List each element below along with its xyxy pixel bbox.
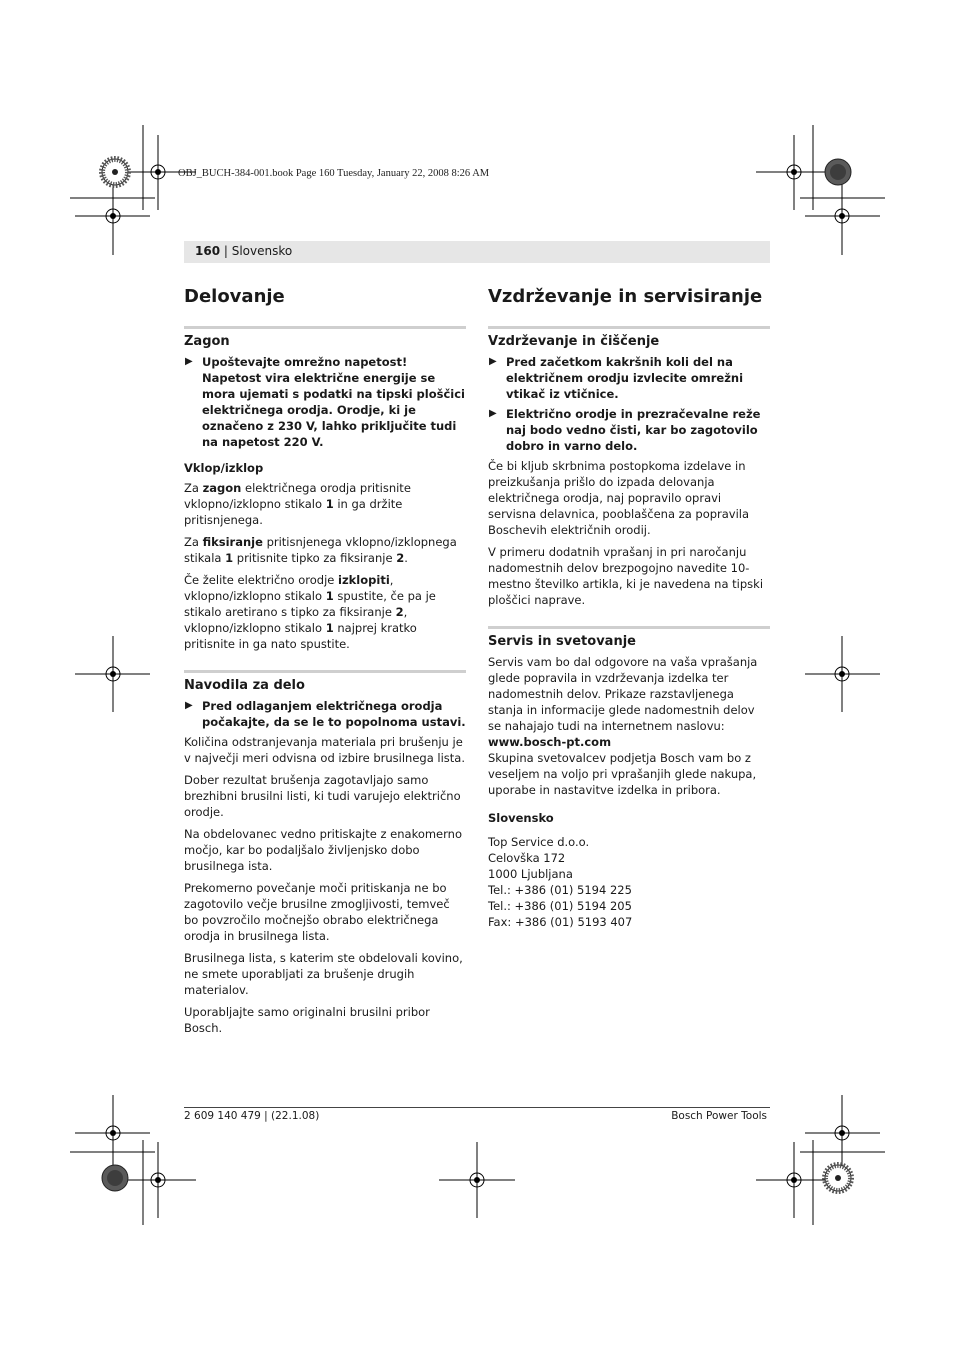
bullet-text: Upoštevajte omrežno napetost! Napetost vira električne energije se mora ujemati s podatki na tipski ploščici električnega orodja. Orodje, ki je označeno z 230 V, lahko priključite tudi na napetost 220 V. (202, 355, 465, 449)
paragraph: Za fiksiranje pritisnjenega vklopno/izklopnega stikala 1 pritisnite tipko za fiksiranje 2. (184, 535, 457, 565)
bullet-vtikac (488, 354, 770, 402)
triangle-right-icon: ▶ (185, 356, 193, 367)
bullet-text: Pred odlaganjem električnega orodja počakajte, da se le to popolnoma ustavi. (202, 699, 466, 729)
paragraph: Za zagon električnega orodja pritisnite vklopno/izklopno stikalo 1 in ga držite pritisnjenega. (184, 481, 411, 527)
right-column (488, 286, 770, 930)
heading-country: Slovensko (488, 811, 554, 825)
paragraph: V primeru dodatnih vprašanj in pri naročanju nadomestnih delov brezpogojno navedite 10-mestno številko artikla, ki je navedena na tipski ploščici naprave. (488, 545, 764, 607)
paragraph: Skupina svetovalcev podjetja Bosch vam bo z veseljem na voljo pri vprašanjih glede nakupa, uporabe in nastavitve izdelka in pribora. (488, 751, 757, 797)
paragraph: Količina odstranjevanja materiala pri brušenju je v največji meri odvisna od izbire brusilnega lista. (184, 735, 465, 765)
heading-vzdrzevanje-ciscenje: Vzdrževanje in čiščenje (488, 326, 770, 350)
paragraph: Servis vam bo dal odgovore na vaša vprašanja glede popravila in vzdrževanja izdelka ter nadomestnih delov. Prikaze razstavljenega stanja in informacije glede nadomestnih delov se nahajajo tudi na internetnem naslovu: (488, 655, 758, 733)
paragraph: Uporabljajte samo originalni brusilni pribor Bosch. (184, 1005, 430, 1035)
footer-doc-number: 2 609 140 479 | (22.1.08) (184, 1110, 320, 1122)
phone-line: Tel.: +386 (01) 5194 225 (488, 883, 632, 897)
print-info: OBJ_BUCH-384-001.book Page 160 Tuesday, January 22, 2008 8:26 AM (178, 168, 490, 179)
page-number: 160 (195, 244, 221, 258)
triangle-right-icon: ▶ (489, 408, 497, 419)
footer-rule (184, 1107, 770, 1108)
heading-navodila: Navodila za delo (184, 670, 466, 694)
paragraph: Če bi kljub skrbnima postopkoma izdelave in preizkušanja prišlo do izpada delovanja električnega orodja, naj popravilo opravi servisna delavnica, pooblaščena za popravila Boschevih električnih orodij. (488, 459, 750, 537)
paragraph: Če želite električno orodje izklopiti, vklopno/izklopno stikalo 1 spustite, če pa je stikalo aretirano s tipko za fiksiranje 2, vklopno/izklopno stikalo 1 najprej kratko pritisnite in ga nato spustite. (184, 573, 436, 651)
paragraph: Prekomerno povečanje moči pritiskanja ne bo zagotovilo večje brusilne zmogljivosti, temveč bo povzročilo močnejšo obrabo električnega orodja in brusilnega lista. (184, 881, 450, 943)
address-line: Top Service d.o.o. (488, 835, 590, 849)
bullet-reze (488, 406, 770, 454)
address-block (488, 834, 770, 930)
bullet-text: Pred začetkom kakršnih koli del na električnem orodju izvlecite omrežni vtikač iz vtičnice. (506, 355, 744, 401)
bullet-navodila (184, 698, 466, 730)
section-title-vzdrzevanje: Vzdrževanje in servisiranje (488, 286, 763, 307)
phone-line: Tel.: +386 (01) 5194 205 (488, 899, 632, 913)
address-line: 1000 Ljubljana (488, 867, 573, 881)
header-language: Slovensko (231, 244, 293, 258)
website-link[interactable]: www.bosch-pt.com (488, 735, 612, 749)
footer-brand: Bosch Power Tools (671, 1110, 767, 1122)
paragraph: Brusilnega lista, s katerim ste obdelovali kovino, ne smete uporabljati za brušenje drugih materialov. (184, 951, 463, 997)
heading-zagon: Zagon (184, 326, 466, 350)
triangle-right-icon: ▶ (489, 356, 497, 367)
left-column (184, 286, 466, 1042)
paragraph: Na obdelovanec vedno pritiskajte z enakomerno močjo, kar bo podaljšalo življenjsko dobo brusilnega ista. (184, 827, 462, 873)
heading-vklop: Vklop/izklop (184, 461, 264, 475)
section-title-delovanje: Delovanje (184, 286, 285, 307)
bullet-zagon (184, 354, 466, 450)
address-line: Celovška 172 (488, 851, 566, 865)
triangle-right-icon: ▶ (185, 700, 193, 711)
header-separator: | (220, 244, 232, 258)
paragraph: Dober rezultat brušenja zagotavljajo samo brezhibni brusilni listi, ki tudi varujejo električno orodje. (184, 773, 461, 819)
fax-line: Fax: +386 (01) 5193 407 (488, 915, 633, 929)
bullet-text: Električno orodje in prezračevalne reže naj bodo vedno čisti, kar bo zagotovilo dobro in varno delo. (506, 407, 761, 453)
heading-servis: Servis in svetovanje (488, 626, 770, 650)
page-header (195, 244, 292, 258)
